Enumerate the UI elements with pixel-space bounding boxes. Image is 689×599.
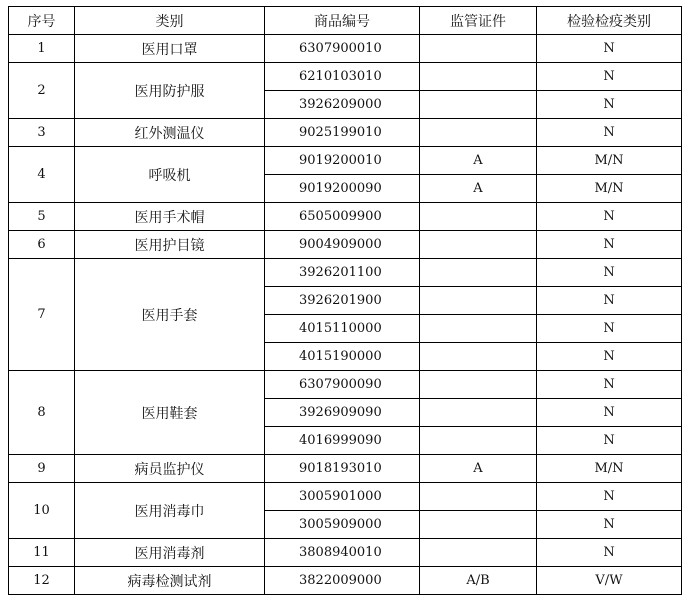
header-code: 商品编号	[265, 7, 420, 35]
table-row	[9, 147, 682, 175]
table-row	[9, 259, 682, 287]
table-body	[9, 35, 682, 595]
inspection-cell: M/N	[537, 175, 682, 203]
license-cell	[420, 259, 537, 287]
header-row	[9, 7, 682, 35]
code-cell: 6210103010	[265, 63, 420, 91]
license-cell	[420, 91, 537, 119]
seq-cell: 5	[9, 203, 75, 231]
category-cell: 医用鞋套	[75, 371, 265, 455]
code-cell: 6505009900	[265, 203, 420, 231]
license-cell	[420, 427, 537, 455]
code-cell: 4015110000	[265, 315, 420, 343]
code-cell: 4016999090	[265, 427, 420, 455]
inspection-cell: N	[537, 287, 682, 315]
seq-cell: 9	[9, 455, 75, 483]
license-cell	[420, 35, 537, 63]
table-row	[9, 119, 682, 147]
seq-cell: 3	[9, 119, 75, 147]
inspection-cell: N	[537, 427, 682, 455]
code-cell: 3926201900	[265, 287, 420, 315]
table-row	[9, 231, 682, 259]
code-cell: 3808940010	[265, 539, 420, 567]
seq-cell: 1	[9, 35, 75, 63]
header-category: 类别	[75, 7, 265, 35]
license-cell: A/B	[420, 567, 537, 595]
license-cell	[420, 539, 537, 567]
code-cell: 3822009000	[265, 567, 420, 595]
code-cell: 9004909000	[265, 231, 420, 259]
license-cell	[420, 399, 537, 427]
category-cell: 医用防护服	[75, 63, 265, 119]
category-cell: 医用手套	[75, 259, 265, 371]
license-cell	[420, 203, 537, 231]
license-cell	[420, 63, 537, 91]
inspection-cell: N	[537, 91, 682, 119]
seq-cell: 8	[9, 371, 75, 455]
inspection-cell: N	[537, 483, 682, 511]
category-cell: 呼吸机	[75, 147, 265, 203]
inspection-cell: N	[537, 539, 682, 567]
header-license: 监管证件	[420, 7, 537, 35]
inspection-cell: M/N	[537, 147, 682, 175]
inspection-cell: N	[537, 203, 682, 231]
license-cell	[420, 371, 537, 399]
code-cell: 3005909000	[265, 511, 420, 539]
category-cell: 医用消毒剂	[75, 539, 265, 567]
license-cell	[420, 483, 537, 511]
license-cell	[420, 119, 537, 147]
table-row	[9, 483, 682, 511]
license-cell: A	[420, 147, 537, 175]
seq-cell: 10	[9, 483, 75, 539]
code-cell: 3926201100	[265, 259, 420, 287]
category-cell: 医用护目镜	[75, 231, 265, 259]
inspection-cell: N	[537, 231, 682, 259]
header-inspection: 检验检疫类别	[537, 7, 682, 35]
category-cell: 红外测温仪	[75, 119, 265, 147]
code-cell: 6307900090	[265, 371, 420, 399]
inspection-cell: N	[537, 63, 682, 91]
category-cell: 病毒检测试剂	[75, 567, 265, 595]
code-cell: 9018193010	[265, 455, 420, 483]
seq-cell: 6	[9, 231, 75, 259]
seq-cell: 2	[9, 63, 75, 119]
inspection-cell: M/N	[537, 455, 682, 483]
table-row	[9, 35, 682, 63]
category-cell: 医用消毒巾	[75, 483, 265, 539]
inspection-cell: N	[537, 315, 682, 343]
code-cell: 6307900010	[265, 35, 420, 63]
code-cell: 9019200010	[265, 147, 420, 175]
inspection-cell: N	[537, 119, 682, 147]
inspection-cell: N	[537, 371, 682, 399]
medical-goods-table	[8, 6, 682, 595]
table-row	[9, 203, 682, 231]
inspection-cell: N	[537, 35, 682, 63]
license-cell	[420, 511, 537, 539]
category-cell: 医用口罩	[75, 35, 265, 63]
license-cell	[420, 315, 537, 343]
header-seq: 序号	[9, 7, 75, 35]
inspection-cell: N	[537, 511, 682, 539]
table-row	[9, 371, 682, 399]
category-cell: 病员监护仪	[75, 455, 265, 483]
code-cell: 3926909090	[265, 399, 420, 427]
inspection-cell: N	[537, 399, 682, 427]
license-cell	[420, 231, 537, 259]
license-cell	[420, 343, 537, 371]
category-cell: 医用手术帽	[75, 203, 265, 231]
table-row	[9, 539, 682, 567]
seq-cell: 4	[9, 147, 75, 203]
table-row	[9, 567, 682, 595]
seq-cell: 12	[9, 567, 75, 595]
inspection-cell: N	[537, 259, 682, 287]
license-cell: A	[420, 455, 537, 483]
license-cell: A	[420, 175, 537, 203]
code-cell: 3926209000	[265, 91, 420, 119]
inspection-cell: N	[537, 343, 682, 371]
code-cell: 9019200090	[265, 175, 420, 203]
seq-cell: 7	[9, 259, 75, 371]
table-row	[9, 63, 682, 91]
seq-cell: 11	[9, 539, 75, 567]
inspection-cell: V/W	[537, 567, 682, 595]
code-cell: 9025199010	[265, 119, 420, 147]
license-cell	[420, 287, 537, 315]
table-row	[9, 455, 682, 483]
code-cell: 3005901000	[265, 483, 420, 511]
code-cell: 4015190000	[265, 343, 420, 371]
